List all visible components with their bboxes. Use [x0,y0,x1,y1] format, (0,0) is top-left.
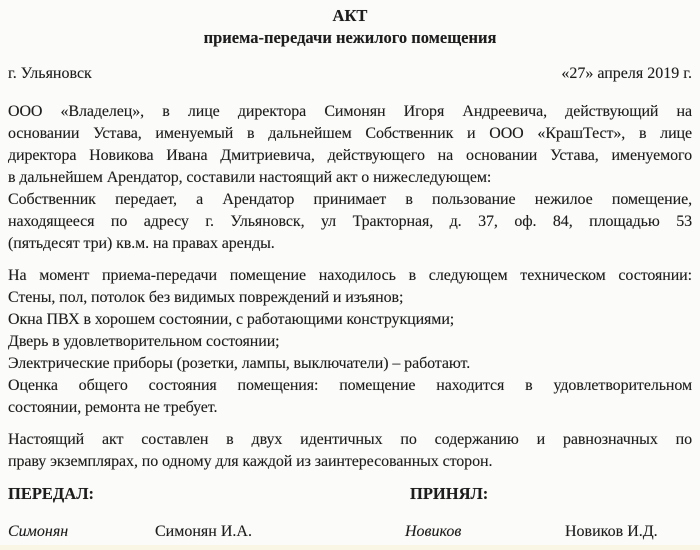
printed-name-novikov: Новиков И.Д. [565,523,658,540]
paragraph-parties [8,101,692,189]
text-line: Электрические приборы (розетки, лампы, выключатели) – работают. [8,355,471,372]
paragraph-condition [8,265,692,419]
signature-simonyan: Симонян [8,523,69,540]
document-city: г. Ульяновск [8,65,92,82]
text-line: Настоящий акт составлен в двух идентичных по содержанию и равнозначных по [8,431,692,448]
text-line: Собственник передает, а Арендатор принимает в пользование нежилое помещение, [8,191,692,208]
signature-labels-row [8,483,692,505]
text-line: находящееся по адресу г. Ульяновск, ул Тракторная, д. 37, оф. 84, площадью 53 [8,213,692,230]
text-line: основании Устава, именуемый в дальнейшем Собственник и ООО «КрашТест», в лице [8,125,692,142]
label-transferred: ПЕРЕДАЛ: [8,484,94,503]
signature-novikov: Новиков [405,523,462,540]
document-subtitle: приема-передачи нежилого помещения [203,28,497,47]
text-line: в дальнейшем Арендатор, составили настоящий акт о нижеследующем: [8,169,492,186]
text-line: Дверь в удовлетворительном состоянии; [8,333,280,350]
text-line: ООО «Владелец», в лице директора Симонян Игоря Андреевича, действующий на [8,103,692,120]
printed-name-simonyan: Симонян И.А. [155,523,252,540]
scan-edge [0,545,700,550]
label-accepted: ПРИНЯЛ: [410,484,489,503]
text-line: праву экземплярах, по одному для каждой из заинтересованных сторон. [8,453,493,470]
paragraph-transfer [8,189,692,255]
paragraph-copies [8,429,692,473]
document-date: «27» апреля 2019 г. [561,65,692,82]
text-line: На момент приема-передачи помещение находилось в следующем техническом состоянии: [8,267,692,284]
text-line: (пятьдесят три) кв.м. на правах аренды. [8,235,275,252]
document-title: АКТ [332,6,368,25]
city-date-row [8,63,692,85]
text-line: Окна ПВХ в хорошем состоянии, с работающими конструкциями; [8,311,455,328]
text-line: директора Новикова Ивана Дмитриевича, действующего на основании Устава, именуемого [8,147,692,164]
signature-row [8,521,692,543]
text-line: Оценка общего состояния помещения: помещение находится в удовлетворительном [8,377,692,394]
text-line: состоянии, ремонта не требует. [8,399,218,416]
text-line: Стены, пол, потолок без видимых повреждений и изъянов; [8,289,404,306]
